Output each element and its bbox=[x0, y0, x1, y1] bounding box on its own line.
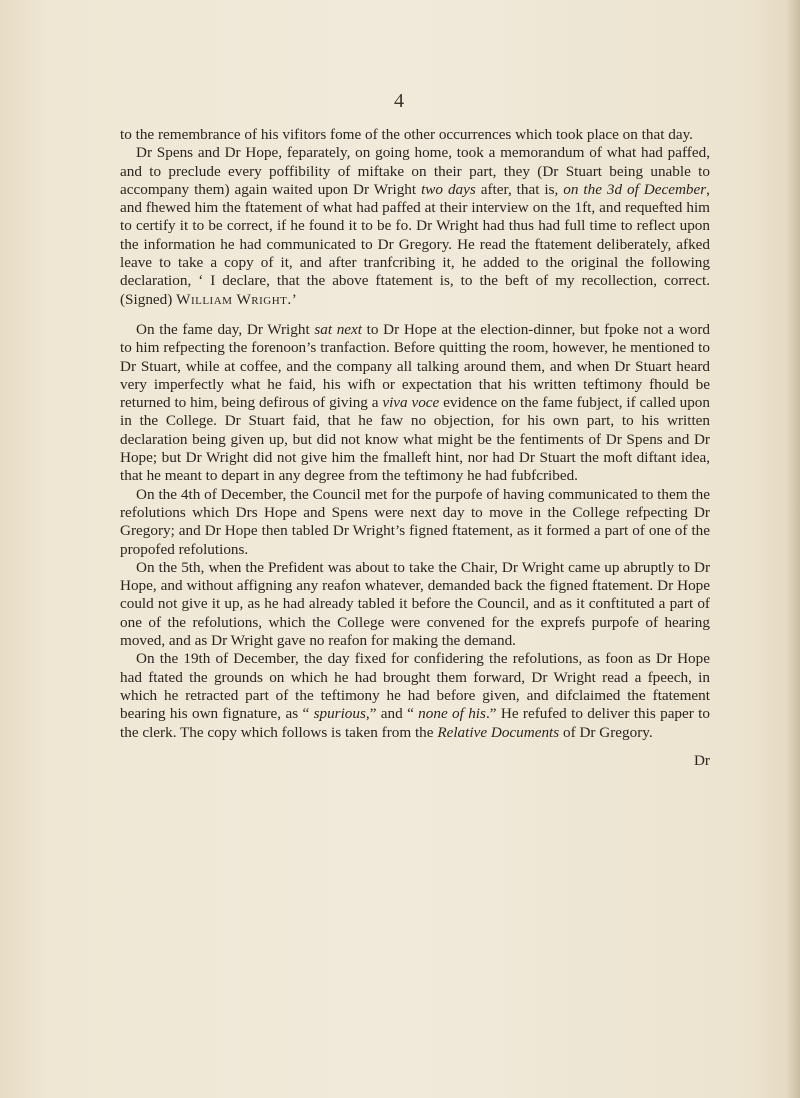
paragraph bbox=[120, 126, 710, 144]
text-segment: to the remembrance of his vifitors fome of the other occurrences which took place on that day. bbox=[120, 126, 693, 143]
text-segment: On the 4th of December, the Council met for the purpofe of having communicated to them the refolutions which Drs Hope and Spens were next day to move in the College refpecting Dr Gregory; and Dr Hope then tabled Dr Wright’s figned ftatement, as it formed a part of one of the propofed refolutions. bbox=[120, 485, 710, 558]
text-segment: of Dr Gregory. bbox=[559, 723, 653, 741]
body-text bbox=[120, 126, 710, 770]
text-segment: to Dr Hope at the election-dinner, but fpoke not a word to him refpecting the forenoon’s tranfaction. Before quitting the room, however, he mentioned to Dr Stuart, while at coffee, and the company all talking around them, and when Dr Stuart heard very imperfectly what he faid, his wifh or expectation that his written teftimony fhould be returned to him, being defirous of giving a bbox=[120, 320, 710, 412]
text-segment: evidence on the fame fubject, if called upon in the College. Dr Stuart faid, that he faw no objection, for his own part, to his written declaration being given up, but did not know what might be the fentiments of Dr Spens and Dr Hope; but Dr Wright did not give him the fmalleft hint, nor had Dr Stuart the moft diftant idea, that he meant to depart in any degree from the teftimony he had fubfcribed. bbox=[120, 394, 710, 485]
italic-text: viva voce bbox=[382, 394, 440, 412]
text-segment: On the 19th of December, the day fixed for confidering the refolutions, as foon as Dr Hope had ftated the grounds on which he had brought them forward, Dr Wright read a fpeech, in which he retracted part of the teftimony he had before given, and difclaimed the ftatement bearing his own fignature, as “ bbox=[120, 650, 710, 723]
text-segment: On the fame day, Dr Wright bbox=[136, 320, 315, 338]
italic-text: sat next bbox=[314, 320, 363, 338]
text-segment: ,” and “ bbox=[365, 705, 419, 723]
paragraph bbox=[120, 650, 710, 741]
paragraph-list bbox=[120, 126, 710, 742]
page-number: 4 bbox=[394, 90, 404, 112]
paragraph bbox=[120, 321, 710, 486]
signature-text: William Wright.’ bbox=[176, 290, 298, 308]
text-segment: , and fhewed him the ftatement of what had paffed at their interview on the 1ft, and requefted him to certify it to be correct, if he found it to be fo. Dr Wright had thus had full time to reflect upon the information he had communicated to Dr Gregory. He read the ftatement deliberately, afked leave to take a copy of it, and after tranfcribing it, he added to the original the following declaration, ‘ I declare, that the above ftatement is, to the beft of my recollection, correct. (Signed) bbox=[120, 180, 710, 308]
paragraph bbox=[120, 486, 710, 559]
text-segment: On the 5th, when the Prefident was about to take the Chair, Dr Wright came up abruptly to Dr Hope, and without affigning any reafon whatever, demanded back the figned ftatement. Dr Hope could not give it up, as he had already tabled it before the Council, and as it conftituted a part of one of the refolutions, which the College were convened for the exprefs purpofe of hearing moved, and as Dr Wright gave no reafon for making the demand. bbox=[120, 558, 710, 650]
catchword: Dr bbox=[693, 751, 710, 769]
italic-text: two days bbox=[421, 180, 476, 198]
italic-text: spurious bbox=[313, 705, 366, 723]
page-edge-shadow bbox=[786, 0, 800, 1098]
italic-text: none of his bbox=[418, 705, 486, 723]
text-segment: Dr Spens and Dr Hope, feparately, on going home, took a memorandum of what had paffed, and to preclude every poffibility of miftake on their part, they (Dr Stuart being unable to accompany them) again waited upon Dr Wright bbox=[120, 144, 710, 198]
paragraph bbox=[120, 559, 710, 650]
italic-text: on the 3d of December bbox=[563, 180, 707, 198]
paragraph bbox=[120, 144, 710, 309]
text-segment: after, that is, bbox=[475, 180, 564, 198]
italic-text: Relative Documents bbox=[437, 723, 560, 741]
text-segment: .” He refufed to deliver this paper to the clerk. The copy which follows is taken from the bbox=[120, 705, 710, 741]
